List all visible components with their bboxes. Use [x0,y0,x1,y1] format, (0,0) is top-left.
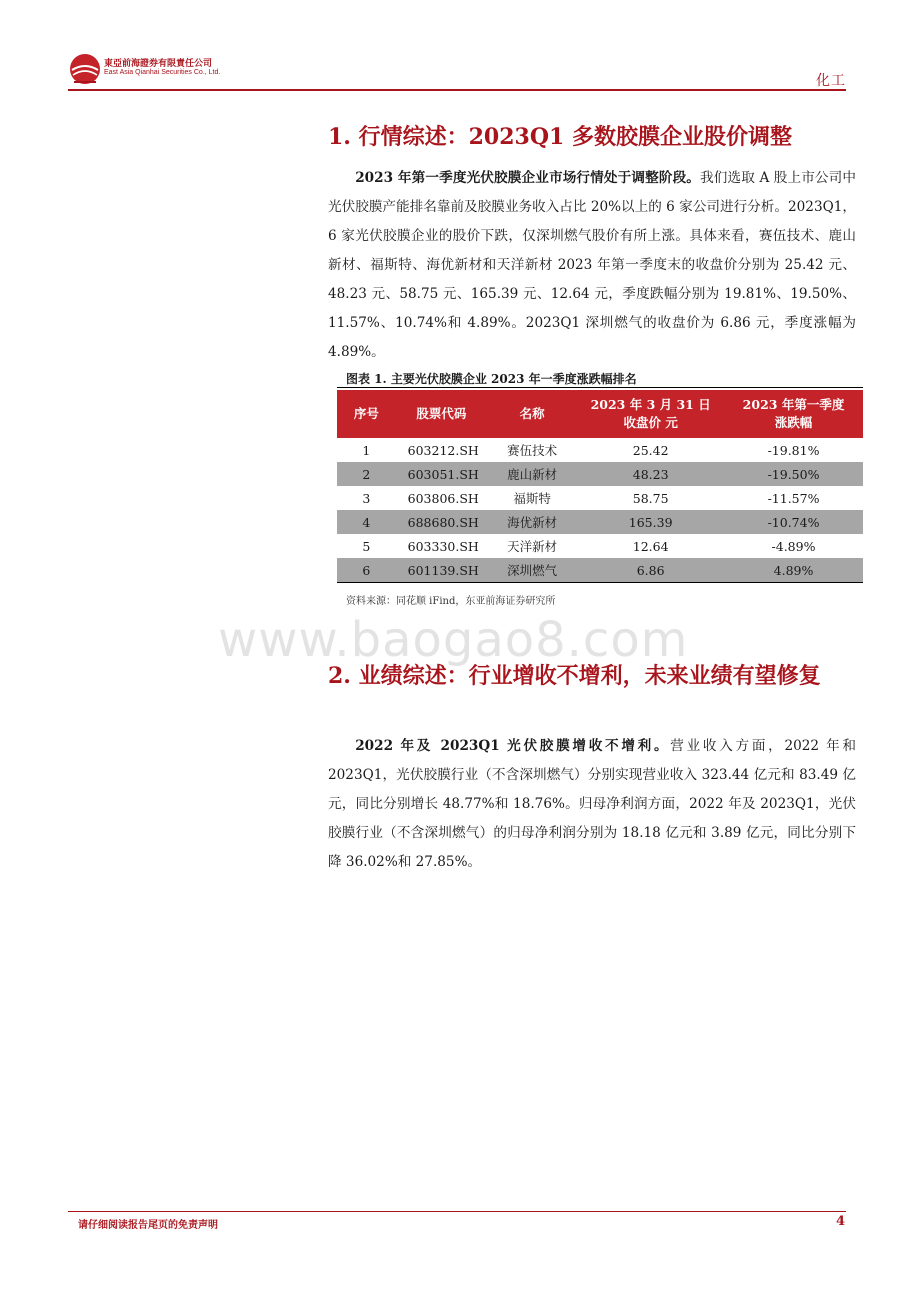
cell-seq: 6 [337,558,396,583]
cell-seq: 2 [337,462,396,486]
cell-price: 25.42 [632,442,669,458]
header-divider [68,89,846,91]
header-seq: 序号 [337,390,396,438]
cell-change: -19.81% [767,442,820,458]
cell-name: 赛伍技术 [507,443,558,458]
section2-paragraph [328,732,856,877]
section2-lead: 2022 年及 2023Q1 光伏胶膜增收不增利。 [355,738,671,754]
cell-price: 48.23 [577,462,724,486]
table-row [337,462,863,486]
section1-lead: 2023 年第一季度光伏胶膜企业市场行情处于调整阶段。 [355,170,701,186]
cell-seq: 1 [362,442,371,458]
watermark: www.baogao8.com [218,612,689,668]
header-change-line1: 2023 年第一季度 [742,397,845,412]
footer-disclaimer: 请仔细阅读报告尾页的免责声明 [78,1220,218,1231]
cell-name: 福斯特 [513,491,551,506]
cell-change: -4.89% [771,538,816,554]
cell-price: 58.75 [632,490,669,506]
table-source: 资料来源：同花顺 iFind，东亚前海证券研究所 [346,596,556,607]
section2-heading: 2. 业绩综述：行业增收不增利，未来业绩有望修复 [328,663,821,689]
page-number: 4 [836,1214,846,1229]
table-row [337,438,863,462]
header-price-line2: 收盘价 元 [623,415,678,430]
cell-name: 海优新材 [487,510,577,534]
cell-change: 4.89% [724,558,863,583]
section1-heading: 1. 行情综述：2023Q1 多数胶膜企业股价调整 [328,124,792,150]
cell-change: -19.50% [724,462,863,486]
cell-change: -10.74% [724,510,863,534]
cell-name: 深圳燃气 [487,558,577,583]
company-logo-icon [68,52,102,86]
cell-seq: 3 [362,490,371,506]
cell-price: 12.64 [632,538,669,554]
cell-code: 603806.SH [407,490,479,506]
cell-price: 6.86 [577,558,724,583]
cell-seq: 4 [337,510,396,534]
table-top-rule [337,387,863,388]
footer-divider [68,1211,846,1212]
cell-name: 天洋新材 [507,539,558,554]
header-price-line1: 2023 年 3 月 31 日 [590,397,711,412]
section-label: 化工 [816,73,846,89]
company-name-cn: 東亞前海證券有限責任公司 [104,59,213,69]
cell-code: 603212.SH [407,442,479,458]
company-name-en: East Asia Qianhai Securities Co., Ltd. [104,69,221,76]
header-code: 股票代码 [396,390,487,438]
stock-ranking-table [337,390,863,583]
cell-price: 165.39 [577,510,724,534]
table-header-row [337,390,863,438]
header-price [577,390,724,438]
table-caption: 图表 1. 主要光伏胶膜企业 2023 年一季度涨跌幅排名 [346,372,637,386]
cell-seq: 5 [362,538,371,554]
section1-body: 我们选取 A 股上市公司中光伏胶膜产能排名靠前及胶膜业务收入占比 20%以上的 6 家公司进行分析。2023Q1，6 家光伏胶膜企业的股价下跌，仅深圳燃气股价有所上涨。具体来看，赛伍技术、鹿山新材、福斯特、海优新材和天洋新材 2023 年第一季度末的收盘价分别为 25.42 元、48.23 元、58.75 元、165.39 元、12.64 元，季度跌幅分别为 19.81%、19.50%、11.57%、10.74%和 4.89%。2023Q1 深圳燃气的收盘价为 6.86 元，季度涨幅为 4.89%。 [328,170,856,360]
cell-code: 603051.SH [396,462,487,486]
cell-name: 鹿山新材 [487,462,577,486]
cell-code: 688680.SH [396,510,487,534]
header-change-line2: 涨跌幅 [774,415,813,430]
section2-body: 营业收入方面，2022 年和 2023Q1，光伏胶膜行业（不含深圳燃气）分别实现营业收入 323.44 亿元和 83.49 亿元，同比分别增长 48.77%和 18.76%。归母净利润方面，2022 年及 2023Q1，光伏胶膜行业（不含深圳燃气）的归母净利润分别为 18.18 亿元和 3.89 亿元，同比分别下降 36.02%和 27.85%。 [328,738,856,870]
table-row [337,510,863,534]
table-row [337,558,863,583]
header-change [724,390,863,438]
table-row [337,486,863,510]
header-name: 名称 [487,390,577,438]
cell-code: 603330.SH [407,538,479,554]
cell-change: -11.57% [767,490,820,506]
table-row [337,534,863,558]
cell-code: 601139.SH [396,558,487,583]
section1-paragraph [328,164,856,367]
